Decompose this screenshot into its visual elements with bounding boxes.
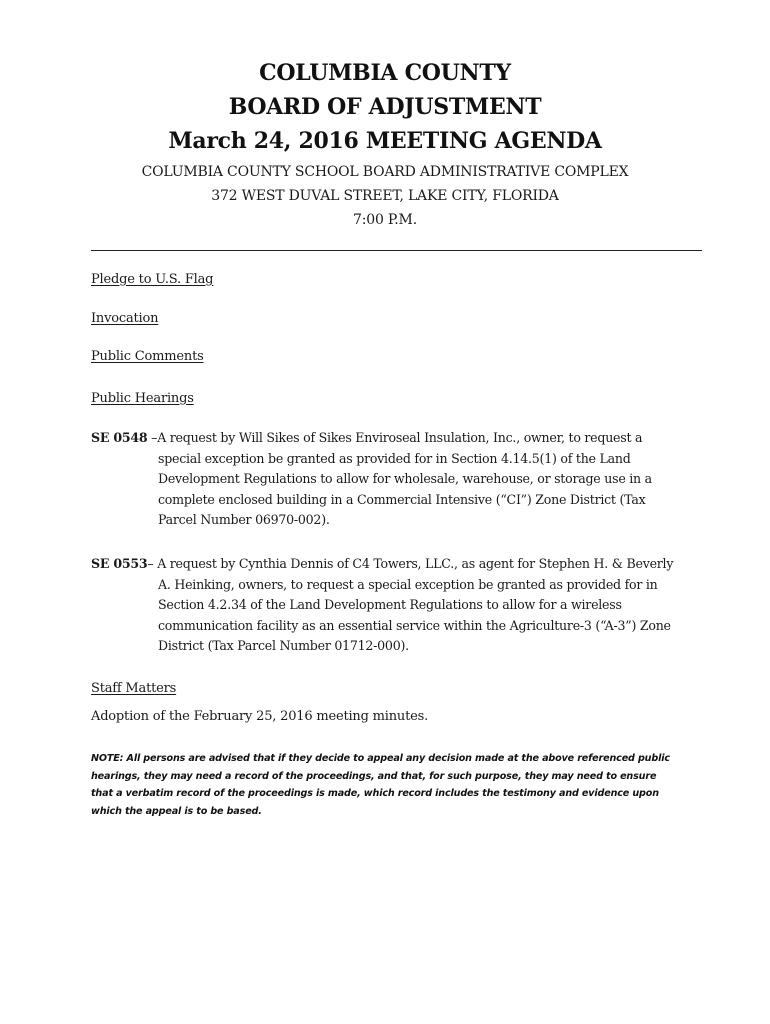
- agenda-public-hearings: Public Hearings: [91, 391, 194, 406]
- notice-line: hearings, they may need a record of the proceedings, and that, for such purpose, they may need to ensure: [91, 770, 657, 782]
- hearing-line: special exception be granted as provided for in Section 4.14.5(1) of the Land: [158, 450, 631, 466]
- header-divider: [91, 250, 702, 251]
- hearing-line: A. Heinking, owners, to request a special exception be granted as provided for in: [158, 576, 658, 592]
- hearing-line: Parcel Number 06970-002).: [158, 512, 330, 528]
- agenda-pledge: Pledge to U.S. Flag: [91, 272, 214, 287]
- notice-line: that a verbatim record of the proceedings is made, which record includes the testimony and evidence upon: [91, 788, 659, 800]
- meeting-location: COLUMBIA COUNTY SCHOOL BOARD ADMINISTRATIVE COMPLEX: [141, 164, 629, 180]
- hearing-item-se0548: [91, 428, 703, 531]
- meeting-time: 7:00 P.M.: [353, 212, 417, 228]
- hearing-code: SE 0553: [91, 556, 148, 571]
- hearing-item-se0553: [91, 554, 703, 657]
- agenda-staff-matters: Staff Matters: [91, 681, 177, 696]
- title-meeting-agenda: March 24, 2016 MEETING AGENDA: [168, 128, 602, 154]
- hearing-line: Section 4.2.34 of the Land Development Regulations to allow for a wireless: [158, 597, 622, 613]
- notice-line: NOTE: All persons are advised that if they decide to appeal any decision made at the above referenced public: [91, 753, 670, 764]
- hearing-line: Development Regulations to allow for wholesale, warehouse, or storage use in a: [158, 471, 652, 487]
- agenda-adoption-minutes: Adoption of the February 25, 2016 meeting minutes.: [91, 709, 429, 724]
- hearing-line: – A request by Cynthia Dennis of C4 Towers, LLC., as agent for Stephen H. & Beverly: [147, 556, 674, 571]
- hearing-line: District (Tax Parcel Number 01712-000).: [158, 638, 409, 654]
- hearing-code: SE 0548: [91, 430, 148, 445]
- agenda-invocation: Invocation: [91, 311, 159, 326]
- appeal-notice: [91, 750, 703, 821]
- hearing-line: communication facility as an essential service within the Agriculture-3 (“A-3”) Zone: [158, 617, 671, 633]
- title-county: COLUMBIA COUNTY: [259, 60, 511, 86]
- title-board: BOARD OF ADJUSTMENT: [228, 94, 542, 120]
- agenda-public-comments: Public Comments: [91, 349, 204, 364]
- notice-line: which the appeal is to be based.: [91, 806, 262, 818]
- meeting-address: 372 WEST DUVAL STREET, LAKE CITY, FLORIDA: [211, 188, 559, 204]
- hearing-line: –A request by Will Sikes of Sikes Enviroseal Insulation, Inc., owner, to request a: [147, 430, 643, 445]
- hearing-line: complete enclosed building in a Commercial Intensive (“CI”) Zone District (Tax: [158, 491, 646, 507]
